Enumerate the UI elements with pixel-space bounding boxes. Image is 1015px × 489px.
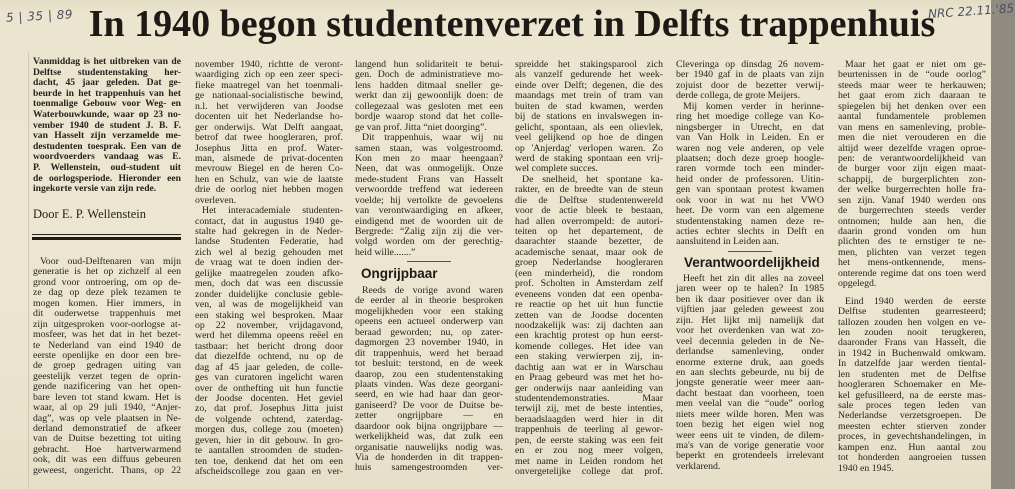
text-line: P. Wellenstein, oud-student uit (33, 161, 181, 173)
text-line: ges van curatoren ingelicht waren (195, 372, 343, 384)
article-column-5-bottom (676, 274, 824, 472)
text-line: daarachter staande bezetter, de (515, 236, 663, 248)
text-line: zonder duidelijke conclusie geble- (195, 288, 343, 300)
text-line: hen en Schulz, van wie de laatste (195, 173, 343, 185)
text-line: zojuist door de bezetter verwij- (676, 79, 824, 91)
text-line: kampen enz. Hun aantal zou (838, 441, 986, 453)
byline: Door E. P. Wellenstein (33, 207, 146, 221)
text-line: de groep gedragen uiting van (33, 360, 181, 372)
text-line: Delftse studentenstaking her- (33, 66, 181, 78)
text-line: men, doch dat was een discussie (195, 278, 343, 290)
text-line: der welke burgerrechten holle fra- (838, 184, 986, 196)
text-line: ten toe, denkend dat het om een (195, 455, 343, 467)
text-line: dag af 45 jaar geleden, de colle- (195, 361, 343, 373)
text-line: acties echter slechts in Delft en (676, 226, 824, 237)
text-line: ge nationaal-socialistische bewind, (195, 90, 343, 102)
text-line: Via de honderden in dit trappen- (355, 452, 503, 463)
text-line: destudenten toesprak. Een van de (33, 140, 181, 152)
text-line: over de onthefting uit hun functie (195, 382, 343, 394)
paragraph (515, 60, 663, 175)
paragraph (195, 206, 343, 477)
text-line: ningsberger in Utrecht, en dat (676, 121, 824, 133)
text-line: vember 1940 de student J. B. F. (33, 119, 181, 131)
text-line: len studenten met de Delftse (838, 368, 986, 380)
text-line: De snelheid, het spontane ka- (522, 173, 663, 185)
paragraph (355, 60, 503, 133)
text-line: dat diezelfde ochtend, nu op de (195, 351, 343, 363)
article-column-3-top (355, 60, 503, 258)
text-line: docenten uit het Nederlandse ho- (195, 111, 343, 123)
text-line: men die niet verouderen en die (838, 132, 986, 144)
text-line: In datzelfde jaar werden tiental- (838, 358, 986, 370)
text-line: beraadslaagden werd hier in dit (515, 413, 663, 425)
text-line: de burger voor zijn eigen maat- (838, 163, 986, 175)
text-line: waren nog vele anderen, op vele (676, 142, 824, 154)
text-line: de vraag wat te doen indien der- (195, 257, 343, 269)
text-line: in 1942 in Buchenwald omkwam. (838, 347, 986, 359)
text-line: de burgerrechten steeds verder (838, 205, 986, 217)
text-line: Maar het gaat er niet om ge- (845, 59, 986, 70)
text-line: zetter ongrijpbare — en (355, 410, 503, 422)
text-line: die de Delftse studentenwereld (515, 194, 663, 206)
text-line: zetten van de Joodse docenten (515, 309, 663, 321)
text-line: ger onderwijs. Wat Delft aangaat, (195, 121, 343, 133)
text-line: en er zou nog meer volgen, (515, 445, 663, 457)
text-line: eindigend met de woorden uit de (355, 215, 503, 227)
text-line: Dit trappenhuis, waar wij nu (362, 132, 503, 144)
text-line: woordvoerders vandaag was E. (33, 151, 181, 163)
text-line: proces, in gevechtshandelingen, in (838, 431, 986, 443)
text-line: enorme externe druk, aan goeds (676, 356, 824, 368)
article-column-1 (33, 257, 181, 476)
clipping-edge-line (28, 52, 29, 489)
text-line: veel decennia geleden in de Ne- (676, 335, 824, 347)
text-line: toenmalige Gebouw voor Weg- en (33, 98, 181, 110)
text-line: geweest, ongericht. Thans, op 22 (33, 464, 181, 476)
text-line: dit trappenhuis, werd het beraad (355, 347, 503, 359)
text-line: 1940 en 1945. (838, 462, 894, 474)
text-line: n.l. het verwijderen van Joodse (195, 100, 343, 112)
text-line: een staking verwierpen zij, in- (515, 351, 663, 363)
text-line: wel complete succes. (515, 163, 598, 175)
text-line: heet. De vorm van een algemene (676, 205, 824, 217)
text-line: en aan slechts gebeurde, nu bij de (676, 366, 824, 378)
text-line: huis samengestroomden ver- (355, 462, 503, 474)
text-line: men, plichten van verzet tegen (838, 246, 986, 258)
text-line: daarop, zou een studentenstaking (355, 368, 503, 380)
text-line: meesten echter stierven zonder (838, 420, 986, 432)
text-line: weer eens uit te vinden, de dilem- (676, 429, 824, 441)
text-line: ook voor in wat nu het VWO (676, 194, 824, 206)
text-line: beurde in het trappenhuis van het (33, 87, 181, 99)
text-line: (een minderheid), die rondom (515, 267, 663, 279)
text-line: te aantallen stroomden de studen- (195, 445, 343, 457)
text-line: drie de oorlog niet hebben mogen (195, 184, 343, 196)
text-line: Vanmiddag is het uitbreken van de (33, 56, 181, 67)
paragraph (355, 133, 503, 258)
text-line: einde over Delft; degenen, die des (515, 79, 663, 91)
text-line: dit ouderwetse trappenhuis met (33, 308, 181, 320)
text-line: daaronder Frans van Hasselt, die (838, 337, 986, 349)
subhead-ongrijpbaar: Ongrijpbaar (361, 266, 438, 281)
text-line: te Nederland van eind 1940 de (33, 339, 181, 351)
text-line: van verontwaardiging en afkeer, (355, 205, 503, 217)
subhead-verantwoordelijkheid: Verantwoordelijkheid (684, 255, 820, 270)
text-line: onvergetelijke college dat prof. (515, 466, 663, 478)
text-line: de volgende ochtend, zaterdag- (195, 413, 343, 425)
text-line: verwoordde treffend wat iedereen (355, 184, 503, 196)
text-line: tallozen zouden hen volgen en ve- (838, 316, 986, 328)
handwritten-source-date: NRC 22.11.'85 (927, 1, 1015, 22)
text-line: raren vormde toch een minder- (676, 163, 824, 175)
text-line: een staking wel besproken. Maar (195, 309, 343, 321)
text-line: noodzakelijk was: zij dachten aan (515, 319, 663, 331)
text-line: daardoor ook bijna ongrijpbare — (355, 420, 503, 432)
text-line: generatie is het op zichzelf al een (33, 266, 181, 278)
text-line: tastbaar: het bericht drong door (195, 340, 343, 352)
text-line: vijftien jaar geleden geweest zou (676, 304, 824, 316)
text-line: heid wille.......” (355, 246, 416, 258)
text-line: Neen, dat was onmogelijk. Onze (355, 163, 503, 175)
text-line: gende nazificering van het open- (33, 381, 181, 393)
text-line: fieke maatregel van het toenmali- (195, 79, 343, 91)
text-line: Bergrede: “Zalig zijn zij die ver- (355, 226, 503, 237)
text-line: Cleveringa op dinsdag 26 novem- (676, 59, 824, 70)
text-line: organisatie nauwelijks nodig was. (355, 441, 503, 453)
text-line: ring het moedige college van Ko- (676, 111, 824, 123)
text-line: man, alsmede de privat-docenten (195, 152, 343, 164)
text-line: veel gelijkend op hoe de dingen (515, 132, 663, 144)
text-line: Kon men zo maar heengaan? (355, 152, 503, 164)
intro-lead (33, 57, 181, 195)
text-line: volgd worden om der gerechtig- (355, 236, 503, 248)
text-line: hoogleraren Schoemaker en Me- (838, 379, 986, 391)
text-line: ber 1940 gaf in de plaats van zijn (676, 69, 824, 81)
text-line: voor het overdenken van wat zo- (676, 325, 824, 337)
paragraph (355, 286, 503, 474)
text-line: op 22 november, vrijdagavond, (195, 319, 343, 331)
text-line: der Joodse docenten. Het geviel (195, 393, 343, 404)
text-line: het gaat erom zich daaraan te (838, 90, 986, 102)
text-line: grond voor ontroering, om op de- (33, 276, 181, 288)
text-line: van de Duitse bezetting tot uiting (33, 433, 181, 445)
paragraph (676, 274, 824, 472)
text-line: onterende regime dat ons toen werd (838, 267, 986, 279)
text-line: groep Nederlandse hoogleraren (515, 257, 663, 269)
text-line: mede-student Frans van Hasselt (355, 173, 503, 185)
paragraph (195, 60, 343, 206)
text-line: geestelijk verzet tegen de oprin- (33, 370, 181, 382)
text-line: spreidde het stakingsparool zich (515, 59, 663, 70)
text-line: ontnomen; hulde aan hen, die (838, 215, 986, 227)
text-line: niets meer wilde horen. Men was (676, 408, 824, 420)
text-line: pen: de verantwoordelijkheid van (838, 152, 986, 164)
text-line: gelicht, spontaan, als een olievlek, (515, 121, 663, 133)
text-line: sen zijn. Vanaf 1940 werden ons (838, 194, 986, 206)
text-line: opeens een actueel onderwerp van (355, 316, 503, 328)
text-line: Het interacademiale studenten- (202, 205, 343, 217)
text-line: steeds maar weer te herkauwen; (838, 79, 986, 91)
text-line: dachtig aan wat er in Warschau (515, 361, 663, 373)
text-line: van Van Holk in Leiden. En er (676, 132, 824, 144)
text-line: geven, hier in dit gebouw. In gro- (195, 434, 343, 446)
text-line: aansluitend in Leiden aan. (676, 236, 779, 248)
text-line: een krachtig protest op hun eerst- (515, 330, 663, 342)
article-column-2 (195, 60, 343, 478)
text-line: voor de actie bleek te bestaan, (515, 205, 663, 217)
text-line: derde collega, de grote Meijers. (676, 90, 801, 102)
text-line: dagmorgen 23 november 1940, in (355, 337, 503, 349)
text-line: Josephus Jitta en prof. Water- (195, 142, 343, 154)
subhead-rule (407, 261, 451, 262)
text-line: bordje waarop stond dat het colle- (355, 111, 503, 123)
text-line: contact, dat in augustus 1940 ge- (195, 215, 343, 227)
text-line: studentenstaking namen deze re- (676, 215, 824, 227)
text-line: afscheidscollege zou gaan en ver- (195, 466, 343, 478)
text-line: samen staan, was volgestroomd. (355, 142, 503, 154)
text-line: beurtenissen in de “oude oorlog” (838, 69, 986, 81)
text-line: november 1940, richtte de veront- (195, 59, 343, 70)
text-line: plaatsen; doch deze groep hoogle- (676, 152, 824, 164)
text-line: van mens en samenleving, proble- (838, 121, 986, 133)
text-line: met name in Leiden rondom het (515, 455, 663, 467)
text-line: Mij komen verder in herinne- (683, 100, 824, 112)
text-line: gebracht. Hoe hartverwarmend (33, 443, 181, 455)
text-line: dacht bestaat dan voorheen, toen (676, 387, 824, 399)
text-line: werkelijkheid was, dat zulk een (355, 431, 503, 443)
text-line: overleven. (195, 194, 237, 206)
text-line: de eerder al in theorie besproken (355, 295, 503, 307)
text-line: ma's van de vorige generatie voor (676, 440, 824, 451)
text-line: dacht, 45 jaar geleden. Dat ge- (33, 77, 181, 89)
text-line: morgen dus, college zou (moeten) (195, 424, 343, 436)
text-line: trappenhuis de teerling al gewor- (515, 424, 663, 436)
text-line: had allen overrompeld: de autori- (515, 215, 663, 227)
text-line: rakter, en de breedte van de steun (515, 184, 663, 196)
text-line: betrof dat twee hoogleraren, prof. (195, 132, 343, 144)
text-line: verklarend. (676, 460, 721, 472)
text-line: bare leven tot stand kwam. Het is (33, 391, 181, 403)
text-line: studentendemonstraties. Maar (515, 393, 663, 404)
text-line: en Praag gebeurd was met het ho- (515, 372, 663, 384)
paragraph (33, 57, 181, 195)
text-line: plaats vinden. Was deze georgani- (355, 378, 503, 390)
text-line: tot besluit: terstond, en de week (355, 358, 503, 370)
text-line: aantal fundamentele problemen (838, 111, 986, 123)
text-line: als vanzelf gedurende het week- (515, 69, 663, 81)
text-line: gelijke maatregelen zouden afko- (195, 267, 343, 279)
text-line: ger onderwijs naar aanleiding van (515, 382, 663, 394)
text-line: komende colleges. Het idee van (515, 340, 663, 352)
text-line: bij de stations en invalswegen in- (515, 111, 663, 123)
text-line: Voor oud-Delftenaren van mijn (40, 256, 181, 267)
text-line: gen van spontaan protest kwamen (676, 184, 824, 196)
text-line: Eind 1940 werden de eerste (845, 295, 986, 307)
paragraph (33, 257, 181, 476)
text-line: seerd, en wie had haar dan geor- (355, 389, 503, 401)
text-line: ven, al was de mogelijkheid van (195, 299, 343, 311)
text-line: men veelal van die “oude” oorlog (676, 398, 824, 410)
text-line: tot honderden aangroeien tussen (838, 452, 986, 464)
text-line: plichten des te ernstiger te ne- (838, 236, 986, 248)
subhead-rule (728, 251, 772, 252)
text-line: terwijl zij, met de beste intenties, (515, 403, 663, 415)
text-line: eveneens vonden dat een openba- (515, 288, 663, 300)
text-line: mogen komen. Hier immers, in (33, 297, 181, 309)
text-line: de oorlogsperiode. Hieronder een (33, 172, 181, 184)
text-line: op 'Anjerdag' verlopen waren. Zo (515, 142, 663, 154)
text-line: mosfeer, was het dat in het bezet- (33, 329, 181, 341)
text-line: werkt dan zij gewoonlijk doen: de (355, 90, 503, 102)
text-line: waardiging zich op een zeer speci- (195, 69, 343, 81)
text-line: langend hun solidariteit te betui- (355, 59, 503, 70)
text-line: maandags met trein of tram van (515, 90, 663, 102)
text-line: waar, al op 29 juli 1940, “Anjer- (33, 402, 181, 414)
text-line: van Hasselt zijn verzamelde me- (33, 130, 181, 142)
text-line: opgelegd. (838, 278, 877, 290)
text-line: eerste openlijke en door een bre- (33, 349, 181, 361)
text-line: collegezaal was gesloten met een (355, 100, 503, 112)
text-line: len zouden nooit terugkeren, (838, 326, 986, 338)
text-line: werd het dilemma opeens reëel en (195, 330, 343, 342)
handwritten-archive-mark: 5 | 35 | 89 (5, 7, 74, 25)
text-line: schappij, de burgerplichten zon- (838, 173, 986, 185)
text-line: beperkt en grotendeels irrelevant (676, 450, 824, 462)
article-column-3-bottom (355, 286, 503, 474)
text-line: zijn. Het lijkt mij namelijk dat (676, 314, 824, 326)
text-line: heid onder de professoren. Uitin- (676, 173, 824, 185)
text-line: altijd weer dezelfde vragen oproe- (838, 142, 986, 154)
text-line: ze dag op deze plek tezamen te (33, 287, 181, 299)
text-line: Delftse studenten gearresteerd; (838, 306, 986, 318)
text-line: zo, dat prof. Josephus Jitta juist (195, 403, 343, 415)
text-line: dag”, was op vele plaatsen in Ne- (33, 412, 181, 424)
text-line: academische senaat, maar ook de (515, 246, 663, 258)
text-line: ook, dit was een diffuus gebeuren (33, 454, 181, 466)
text-line: ingekorte versie van zijn rede. (33, 183, 157, 195)
article-column-4 (515, 60, 663, 478)
text-line: zijn uitgesproken voor-oorlogse at- (33, 318, 181, 330)
text-line: kel gefusilleerd, na de eerste mas- (838, 389, 986, 401)
text-line: ben ik daar positiever over dan ik (676, 293, 824, 305)
text-line: derlandse samenleving, onder (676, 346, 824, 358)
paragraph (676, 102, 824, 248)
text-line: mogelijkheden voor een staking (355, 305, 503, 317)
text-line: jongste generatie weer meer aan- (676, 377, 824, 389)
text-line: landse Studenten Federatie, had (195, 236, 343, 248)
text-line: toen bezig het eigen wiel nog (676, 419, 824, 431)
text-line: derland demonstratief de afkeer (33, 423, 181, 434)
text-line: Heeft het zin dit alles na zoveel (683, 273, 824, 284)
text-line: beraad geworden; nu, op zater- (355, 326, 503, 338)
paragraph (838, 60, 986, 290)
headline: In 1940 begon studentenverzet in Delfts trappenhuis (88, 3, 936, 45)
text-line: prof. Scholten in Amsterdam zelf (515, 278, 663, 290)
text-line: spiegelen bij het denken over een (838, 100, 986, 112)
text-line: stalte had gekregen in de Neder- (195, 226, 343, 237)
article-column-5-top (676, 60, 824, 248)
text-line: Nederlandse verzetsgroepen. De (838, 410, 986, 422)
text-line: ganiseerd? De voor de Duitse be- (355, 399, 503, 411)
text-line: voelde; hij vertolkte de gevoelens (355, 194, 503, 206)
text-line: lens hadden ditmaal sneller ge- (355, 79, 503, 91)
text-line: teiten op het departement, de (515, 226, 663, 237)
text-line: mevrouw Biegel en de heren Co- (195, 163, 343, 175)
text-line: Waterbouwkunde, waar op 23 no- (33, 108, 181, 120)
text-line: jaren weer op te halen? In 1985 (676, 283, 824, 295)
paragraph (676, 60, 824, 102)
paragraph (838, 297, 986, 474)
text-line: ge van prof. Jitta “niet doorging”. (355, 121, 487, 133)
text-line: pen, de eerste staking was een feit (515, 434, 663, 446)
byline-rule (32, 234, 181, 240)
paragraph (515, 175, 663, 478)
text-line: sale proces tegen leden van (838, 400, 986, 411)
text-line: daarin grond vonden om hun (838, 226, 986, 237)
text-line: gen. Doch de administratieve mo- (355, 69, 503, 81)
text-line: buiten de stad kwamen, werden (515, 100, 663, 112)
text-line: re reactie op het uit hun functie (515, 299, 663, 311)
text-line: het mens-ontkennende, mens- (838, 257, 986, 269)
text-line: Reeds de vorige avond waren (362, 285, 503, 296)
article-column-6 (838, 60, 986, 474)
text-line: zich wel al bezig gehouden met (195, 246, 343, 258)
text-line: werd de staking spontaan een vrij- (515, 152, 663, 164)
